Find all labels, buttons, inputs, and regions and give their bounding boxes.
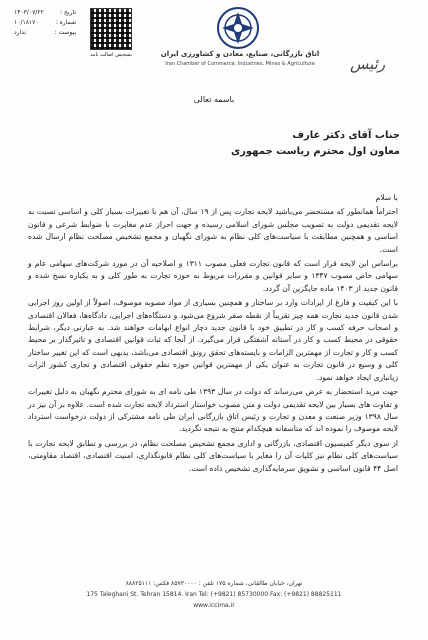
qr-code-icon[interactable] bbox=[90, 8, 132, 50]
letter-body bbox=[28, 192, 398, 477]
footer-website-link[interactable]: www.iccima.ir bbox=[193, 602, 235, 609]
paragraph-4: جهت مزید استحضار به عرض می‌رساند که دولت در سال ۱۳۹۳ طی نامه ای به شورای محترم نگهبان به دلیل تغییرات و تفاوت های بسیار بین لایحه تقدیمی دولت و متن مصوب خواستار استرداد لایحه تجارت شده است. علاوه بر آن نیز در سال ۱۳۹۸ وزیر صنعت و معدن و تجارت و رئیس اتاق بازرگانی ایران طی نامه مشترکی از دولت درخواست استرداد لایحه موصوف را نموده اند که متاسفانه هیچکدام منتج به نتیجه نگردید. bbox=[28, 387, 399, 434]
date-label: تاریخ : bbox=[60, 9, 76, 16]
paragraph-1: احتراماً همانطور که مستحضر می‌باشید لایحه تجارت پس از ۱۹ سال، آن هم با تغییرات بسیار کلی و اساسی نسبت به لایحه تقدیمی دولت به تصویب مجلس شورای اسلامی رسیده و جهت احراز عدم مغایرت با ضوابط شرعی و قانون اساسی و همچنین مطابقت با سیاست‌های کلی نظام به شورای نگهبان و مجمع تشخیص مصلحت نظام ارسال شده است. bbox=[28, 207, 398, 254]
number-value: ۱۰/۱۸۱۷۰ bbox=[14, 19, 39, 26]
heading-title: رئیس bbox=[350, 55, 386, 73]
attachment-value: ندارد bbox=[14, 29, 27, 36]
attachment-row bbox=[14, 28, 76, 38]
date-row bbox=[14, 8, 76, 18]
paragraph-3: با این کیفیت و فارغ از ایرادات وارد بر ساختار و همچنین بسیاری از مواد مصوبه موصوف، اصولاً از اولین روز اجرایی شدن قانون جدید تجارت همه چیز تقریباً از نقطه صفر شروع می‌شود و دستگاه‌های اجرایی، دادگاه‌ها، فعالان اقتصادی و اصحاب حرفه کسب و کار در تطبیق خود با قانون جدید دچار انواع ابهامات خواهند شد. به عبارتی دیگر، شرایط حقوقی در محیط کسب و کار در آستانه آشفتگی قرار می‌گیرد. از آنجا که ثبات قوانین اقتصادی و تاثیرگذار بر محیط کسب و کار و تجارت از مهمترین الزامات و بایسته‌های تحقق رونق اقتصادی می‌باشد، بدیهی است که این تغییر ساختار کلی و وسیع در قانون تجارت به عنوان یکی از مهمترین قوانین حوزه نظم حقوقی اقتصادی و تجاری کشور اثرات زیانباری ایجاد خواهد نمود. bbox=[28, 298, 398, 382]
salutation: باسمه تعالی bbox=[193, 95, 235, 104]
addressee bbox=[20, 128, 400, 160]
number-row bbox=[14, 18, 76, 28]
addressee-title: معاون اول محترم ریاست جمهوری bbox=[230, 146, 400, 157]
chamber-logo-icon bbox=[216, 6, 260, 50]
footer bbox=[0, 578, 428, 611]
paragraph-5: از سوی دیگر کمیسیون اقتصادی، بازرگانی و اداری مجمع تشخیص مصلحت نظام، در بررسی و تطابق لایحه تجارت با سیاست‌های کلی نظام نیز کلیات آن را مغایر با سیاست‌های کلی نظام قانونگذاری، امنیت اقتصادی، اقتصاد مقاومتی، اصل ۴۴ قانون اساسی و تشویق سرمایه‌گذاری تشخیص داده است. bbox=[28, 438, 398, 473]
date-value: ۱۴۰۳/۰۷/۲۲ bbox=[14, 9, 44, 16]
letter-meta bbox=[14, 8, 76, 38]
footer-address-fa: تهران، خیابان طالقانی، شماره ۱۷۵ تلفن : ۸۵۷۳۰۰۰۰ فکس: ۸۸۸۲۵۱۱۱ bbox=[125, 580, 303, 587]
number-label: شماره : bbox=[55, 19, 76, 26]
paragraph-2: براساس این لایحه قرار است که قانون تجارت فعلی مصوب ۱۳۱۱ و اصلاحیه آن در مورد شرکت‌های سهامی عام و سهامی خاص مصوب ۱۳۴۷ و سایر قوانین و مقررات مربوط به حوزه تجارت به طور کلی و به یکباره نسخ شده و قانون جدید از ۱۴۰۳ ماده جایگزین آن گردد. bbox=[28, 259, 398, 293]
org-name-fa: اتاق بازرگانی، صنایع، معادن و کشاورزی ایران bbox=[160, 50, 320, 58]
attachment-label: پیوست : bbox=[54, 29, 76, 36]
greeting: با سلام bbox=[375, 193, 398, 202]
addressee-name: جناب آقای دکتر عارف bbox=[292, 130, 400, 141]
footer-address-en: 175 Taleghani St. Tehran 15814. Iran Tel: (+9821) 85730000 Fax: (+9821) 88825111 bbox=[86, 591, 342, 598]
org-name-en: Iran Chamber of Commerce, Industries, Mines & Agriculture bbox=[165, 61, 315, 67]
qr-caption: تشخیص اصالت نامه bbox=[90, 52, 132, 58]
